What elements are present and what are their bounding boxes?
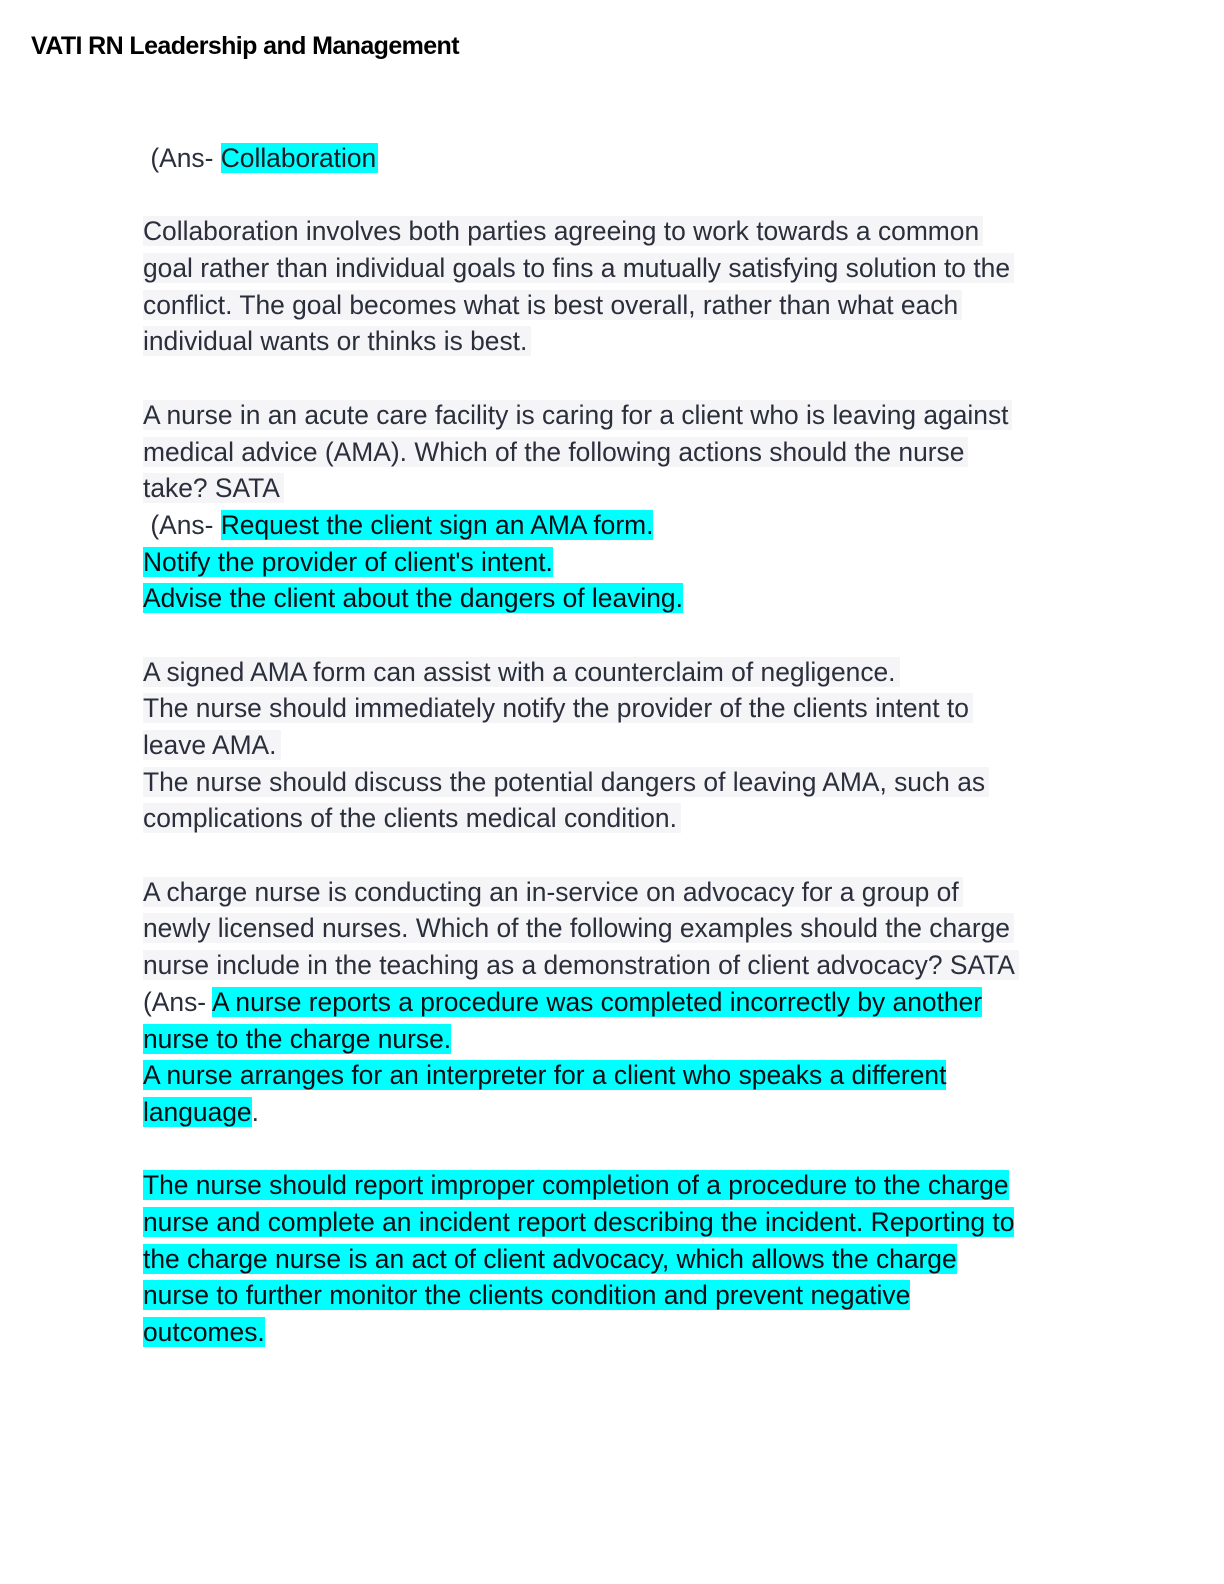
spacer: [143, 617, 1093, 654]
rationale-line: [143, 1241, 1093, 1278]
answer-line: [143, 140, 1093, 177]
highlighted-rationale: nurse to further monitor the clients condition and prevent negative: [143, 1280, 911, 1311]
highlighted-rationale: The nurse should report improper completion of a procedure to the charge: [143, 1170, 1009, 1201]
rationale-text: goal rather than individual goals to fins a mutually satisfying solution to the: [143, 253, 1014, 283]
rationale-line: [143, 764, 1093, 801]
answer-line: [143, 507, 1093, 544]
rationale-line: [143, 727, 1093, 764]
answer-line: [143, 1057, 1093, 1094]
spacer: [143, 360, 1093, 397]
answer-line: [143, 984, 1093, 1021]
question-text: medical advice (AMA). Which of the following actions should the nurse: [143, 437, 968, 467]
rationale-line: [143, 1167, 1093, 1204]
rationale-line: [143, 800, 1093, 837]
rationale-text: A signed AMA form can assist with a counterclaim of negligence.: [143, 657, 900, 687]
rationale-line: [143, 690, 1093, 727]
answer-prefix: (Ans-: [143, 143, 221, 173]
highlighted-rationale: outcomes.: [143, 1317, 265, 1347]
answer-prefix: (Ans-: [143, 509, 221, 540]
question-text: nurse include in the teaching as a demonstration of client advocacy? SATA: [143, 950, 1019, 980]
highlighted-rationale: nurse and complete an incident report describing the incident. Reporting to: [143, 1206, 1015, 1237]
question-text: A charge nurse is conducting an in-service on advocacy for a group of: [143, 877, 963, 907]
highlighted-answer: Notify the provider of client's intent.: [143, 546, 553, 577]
question-line: [143, 910, 1093, 947]
question-line: [143, 874, 1093, 911]
highlighted-answer: A nurse arranges for an interpreter for a client who speaks a different: [143, 1060, 947, 1091]
question-line: [143, 947, 1093, 984]
rationale-text: The nurse should immediately notify the provider of the clients intent to: [143, 693, 973, 723]
spacer: [143, 1131, 1093, 1168]
answer-prefix: (Ans-: [143, 986, 212, 1017]
spacer: [143, 177, 1093, 214]
question-text: take? SATA: [143, 473, 284, 503]
highlighted-answer: Advise the client about the dangers of leaving.: [143, 583, 683, 614]
rationale-text: complications of the clients medical condition.: [143, 803, 681, 833]
highlighted-answer: Collaboration: [220, 143, 377, 173]
rationale-line: [143, 323, 1093, 360]
question-line: [143, 434, 1093, 471]
highlighted-answer: Request the client sign an AMA form.: [220, 509, 654, 540]
answer-line: [143, 544, 1093, 581]
highlighted-answer: A nurse reports a procedure was completed incorrectly by another: [211, 986, 983, 1017]
spacer: [143, 837, 1093, 874]
rationale-line: [143, 213, 1093, 250]
rationale-text: Collaboration involves both parties agreeing to work towards a common: [143, 216, 983, 246]
rationale-line: [143, 287, 1093, 324]
rationale-line: [143, 1277, 1093, 1314]
answer-line: [143, 1021, 1093, 1058]
question-text: A nurse in an acute care facility is caring for a client who is leaving against: [143, 400, 1012, 430]
answer-line: [143, 580, 1093, 617]
trailing-period: .: [251, 1096, 259, 1127]
rationale-line: [143, 654, 1093, 691]
rationale-text: leave AMA.: [143, 730, 281, 760]
highlighted-answer: language: [143, 1096, 252, 1127]
rationale-line: [143, 1314, 1093, 1351]
document-title: VATI RN Leadership and Management: [31, 32, 459, 60]
question-line: [143, 397, 1093, 434]
rationale-text: The nurse should discuss the potential dangers of leaving AMA, such as: [143, 767, 989, 797]
rationale-line: [143, 250, 1093, 287]
document-body: [143, 140, 1093, 1351]
rationale-line: [143, 1204, 1093, 1241]
rationale-text: individual wants or thinks is best.: [143, 326, 531, 356]
question-text: newly licensed nurses. Which of the following examples should the charge: [143, 913, 1014, 943]
highlighted-rationale: the charge nurse is an act of client advocacy, which allows the charge: [143, 1243, 957, 1274]
rationale-text: conflict. The goal becomes what is best overall, rather than what each: [143, 290, 962, 320]
answer-line: [143, 1094, 1093, 1131]
highlighted-answer: nurse to the charge nurse.: [143, 1023, 452, 1054]
question-line: [143, 470, 1093, 507]
